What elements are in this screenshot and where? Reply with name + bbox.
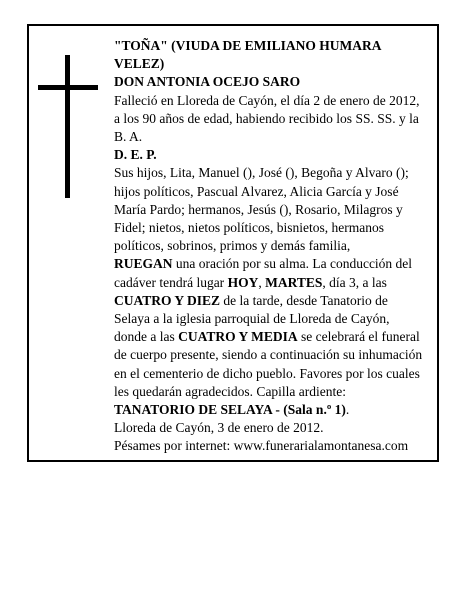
- rip-line: D. E. P.: [114, 147, 157, 163]
- hoy-text: HOY: [227, 274, 259, 290]
- ruegan-text: RUEGAN: [114, 256, 173, 272]
- funeral-details: RUEGAN una oración por su alma. La conducción del cadáver tendrá lugar HOY, MARTES, día 3, a las CUATRO Y DIEZ de la tarde, desde Tanatorio de Selaya a la iglesia parroquial de Lloreda de Cayón, donde a las CUATRO Y MEDIA se celebrará el funeral de cuerpo presente, siendo a continuación su inhumación en el cementerio de dicho pueblo. Favores por los cuales les quedarán agradecidos. Capilla ardiente: TANATORIO DE SELAYA - (Sala n.º 1).: [114, 256, 423, 418]
- family-list: Sus hijos, Lita, Manuel (), José (), Begoña y Alvaro (); hijos políticos, Pascual Alvarez, Alicia García y José María Pardo; hermanos, Jesús (), Rosario, Milagros y Fidel; nietos, nietos políticos, bisnietos, hermanos políticos, sobrinos, primos y demás familia,: [114, 165, 409, 254]
- condolences-line: Pésames por internet: www.funerarialamontanesa.com: [114, 438, 409, 454]
- cross-icon-arm: [38, 85, 98, 90]
- nickname-line: "TOÑA" (VIUDA DE EMILIANO HUMARA VELEZ): [114, 38, 381, 72]
- death-notice: Falleció en Lloreda de Cayón, el día 2 de enero de 2012,: [114, 92, 420, 108]
- age-notice: a los 90 años de edad, habiendo recibido los SS. SS. y la B. A.: [114, 110, 419, 145]
- funeral-time-text: CUATRO Y MEDIA: [178, 329, 298, 345]
- deceased-name: DON ANTONIA OCEJO SARO: [114, 74, 301, 90]
- chapel-text: TANATORIO DE SELAYA - (Sala n.º 1): [114, 402, 346, 418]
- obituary-text: [114, 37, 424, 456]
- time-text: CUATRO Y DIEZ: [114, 292, 221, 308]
- martes-text: MARTES: [265, 274, 323, 290]
- place-date: Lloreda de Cayón, 3 de enero de 2012.: [114, 420, 324, 436]
- cross-icon: [65, 55, 70, 198]
